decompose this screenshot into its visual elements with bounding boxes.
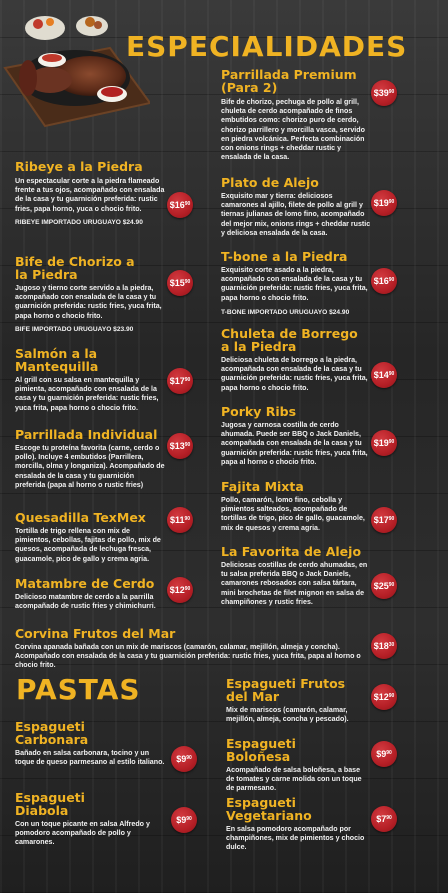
item-description: Deliciosas costillas de cerdo ahumadas, en tu salsa preferida BBQ o Jack Daniels, camarones rebosados con salsa tártara, mini brochetas de filet mignon en salsa de champiñones y rustic fries. [221, 561, 368, 606]
item-title: Fajita Mixta [221, 479, 304, 494]
item-description: Deliciosa chuleta de borrego a la piedra, acompañada con ensalada de la casa y tu guarnición preferida: rustic fries, yuca frita, papa horno o chocio frito. [221, 356, 368, 392]
item-description: Pollo, camarón, lomo fino, cebolla y pimientos salteados, acompañado de tortillas de trigo, pico de gallo, guacamole, mix de quesos y crema agria. [221, 496, 365, 532]
item-title: Quesadilla TexMex [15, 510, 146, 525]
item-description: Mix de mariscos (camarón, calamar, mejillón, almeja, concha y pescado). [226, 706, 349, 724]
price-badge: $9 90 [171, 746, 197, 772]
menu-item [15, 791, 165, 848]
item-description: Tortilla de trigo rellena con mix de pimientos, cebollas, fajitas de pollo, mix de quesos, acompañada de lechuga fresca, guacamole, pico de gallo y crema agria. [15, 527, 161, 563]
item-description: Exquisito corte asado a la piedra, acompañado con ensalada de la casa y tu guarnición preferida: rustic fries, yuca frita, papa horno o chocio frito. [221, 266, 368, 302]
item-title: La Favorita de Alejo [221, 544, 362, 559]
menu-item [15, 577, 165, 611]
item-title: Plato de Alejo [221, 175, 319, 190]
menu-item [221, 405, 371, 467]
item-title: Parrillada Individual [15, 427, 158, 442]
menu-item [221, 327, 371, 393]
item-title: Bife de Chorizo a la Piedra [15, 254, 135, 282]
item-description: Bife de chorizo, pechuga de pollo al grill, chuleta de cerdo acompañado de finos embutidos como: chorizo puro de cerdo, chorizo parrillero y morcilla vasca, servido en piedra volcánica. Perfecta combinación con onions rings + cheddar rustic y ensalada de la casa. [221, 98, 365, 162]
price-badge: $12 90 [371, 684, 397, 710]
menu-item [226, 737, 366, 794]
price-badge: $16 90 [371, 268, 397, 294]
item-description: Corvina apanada bañada con un mix de mariscos (camarón, calamar, mejillón, almeja y concha). Acompañado con ensalada de la casa y tu guarnición preferida: rustic fries, yuca frita, papa al horno o chocio frito. [15, 643, 361, 670]
item-title: Espagueti Diabola [15, 790, 85, 818]
menu-item [15, 428, 165, 490]
price-badge: $18 30 [371, 633, 397, 659]
item-title: Espagueti Carbonara [15, 719, 89, 747]
item-title: Parrillada Premium (Para 2) [221, 67, 357, 95]
item-description: Al grill con su salsa en mantequilla y pimienta, acompañado con ensalada de la casa y tu guarnición preferida: rustic fries, yuca frita, papa horno o chocio frito. [15, 376, 159, 412]
price-badge: $9 90 [371, 741, 397, 767]
menu-item [15, 347, 165, 413]
menu-item [226, 677, 366, 724]
price-badge: $7 90 [371, 806, 397, 832]
item-description: Jugoso y tierno corte servido a la piedra, acompañado con ensalada de la casa y tu guarnición preferida: rustic fries, yuca frita, papa horno o chocio frito. [15, 284, 162, 320]
item-description: Bañado en salsa carbonara, tocino y un toque de queso parmesano al estilo italiano. [15, 749, 165, 767]
price-badge: $17 90 [167, 368, 193, 394]
section-title-especialidades: ESPECIALIDADES [126, 30, 408, 63]
menu-item [221, 176, 371, 238]
item-title: Espagueti Vegetariano [226, 795, 312, 823]
item-description: Delicioso matambre de cerdo a la parrilla acompañado de rustic fries y chimichurri. [15, 593, 156, 611]
item-description: Escoge tu proteína favorita (carne, cerdo o pollo). Incluye 4 embutidos (Parrillera, morcilla, olma y longaniza). Acompañado de ensalada de la casa y tu guarnición preferida (papa al horno o rustic fries) [15, 444, 165, 489]
price-badge: $13 90 [167, 433, 193, 459]
item-description: Jugosa y carnosa costilla de cerdo ahumada. Puede ser BBQ o Jack Daniels, acompañada con ensalada de la casa y tu guarnición preferida: rustic fries, yuca frita, papa al horno o chocio frito. [221, 421, 368, 466]
menu-item [15, 720, 165, 767]
menu-item [221, 250, 371, 316]
item-description: En salsa pomodoro acompañado por champiñones, mix de pimientos y chocio dulce. [226, 825, 365, 852]
menu-item [226, 796, 366, 853]
price-badge: $19 90 [371, 190, 397, 216]
item-title: Espagueti Frutos del Mar [226, 676, 346, 704]
food-photo [0, 8, 150, 128]
menu-item [15, 627, 365, 671]
price-badge: $12 90 [167, 577, 193, 603]
price-badge: $14 90 [371, 362, 397, 388]
item-title: Corvina Frutos del Mar [15, 626, 176, 641]
item-description: Un espectacular corte a la piedra flameado frente a tus ojos, acompañado con ensalada de la casa y tu guarnición preferida: rustic fries, papa horno, yuca o chocio frito. [15, 177, 165, 213]
price-badge: $17 90 [371, 507, 397, 533]
item-title: Porky Ribs [221, 404, 297, 419]
price-badge: $11 90 [167, 507, 193, 533]
item-note: T-BONE IMPORTADO URUGUAYO $24.90 [221, 308, 350, 316]
item-title: T-bone a la Piedra [221, 249, 348, 264]
price-badge: $19 90 [371, 430, 397, 456]
menu-item [15, 160, 165, 226]
menu-item [15, 511, 165, 564]
item-title: Ribeye a la Piedra [15, 159, 143, 174]
price-badge: $39 90 [371, 80, 397, 106]
item-description: Exquisito mar y tierra: deliciosos camarones al ajillo, filete de pollo al grill y tiernas julianas de lomo fino, acompañado del mejor mix, onions rings + cheddar rustic y deliciosa ensalada de la casa. [221, 192, 371, 237]
menu-item [15, 255, 165, 333]
item-note: BIFE IMPORTADO URUGUAYO $23.90 [15, 325, 134, 333]
menu-item [221, 545, 371, 607]
item-title: Espagueti Boloñesa [226, 736, 296, 764]
menu-item [221, 480, 371, 533]
item-title: Salmón a la Mantequilla [15, 346, 99, 374]
item-title: Matambre de Cerdo [15, 576, 155, 591]
menu-item [221, 68, 371, 162]
price-badge: $15 90 [167, 270, 193, 296]
item-note: RIBEYE IMPORTADO URUGUAYO $24.90 [15, 218, 143, 226]
price-badge: $16 90 [167, 192, 193, 218]
item-title: Chuleta de Borrego a la Piedra [221, 326, 358, 354]
price-badge: $25 90 [371, 573, 397, 599]
price-badge: $9 90 [171, 807, 197, 833]
section-title-pastas: PASTAS [16, 673, 141, 706]
item-description: Con un toque picante en salsa Alfredo y pomodoro acompañado de pollo y camarones. [15, 820, 150, 847]
item-description: Acompañado de salsa boloñesa, a base de tomates y carne molida con un toque de parmesano. [226, 766, 362, 793]
